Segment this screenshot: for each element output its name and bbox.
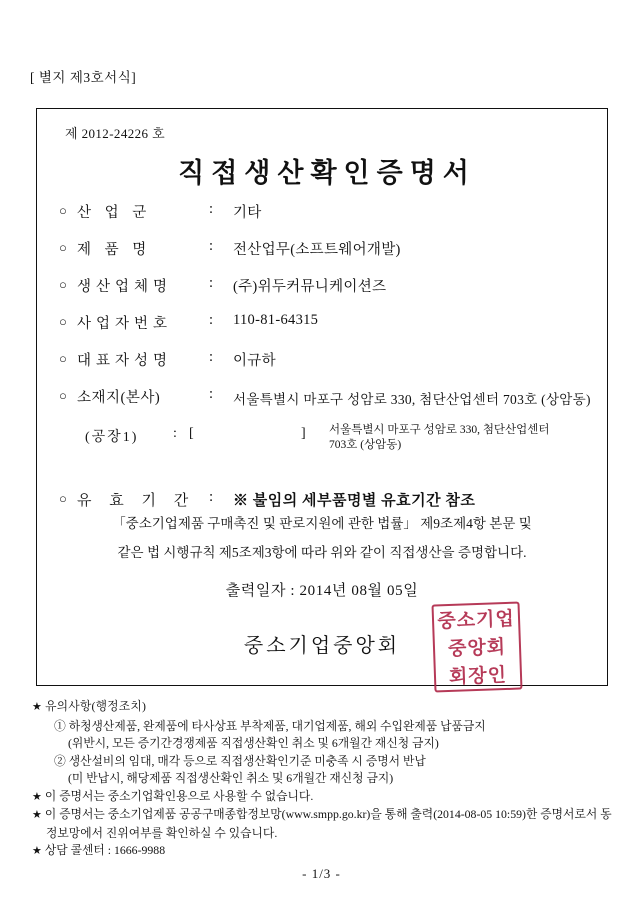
legal-line-2: 같은 법 시행규칙 제5조제3항에 따라 위와 같이 직접생산을 증명합니다. xyxy=(117,545,527,560)
issuer-name: 중소기업중앙회 xyxy=(243,635,401,657)
bullet-icon: ○ xyxy=(59,388,67,403)
field-row-representative xyxy=(37,349,607,386)
field-row-business-number xyxy=(37,312,607,349)
field-value-validity: ※ 불임의 세부품명별 유효기간 참조 xyxy=(233,493,476,509)
note-item-1-sub: (위반시, 모든 증기간경쟁제품 직접생산확인 취소 및 6개월간 재신청 금지) xyxy=(68,736,439,750)
star-icon: ★ xyxy=(32,701,43,713)
field-colon: : xyxy=(209,275,214,291)
bullet-icon: ○ xyxy=(59,314,67,329)
field-colon: : xyxy=(209,386,214,402)
bullet-icon: ○ xyxy=(59,203,67,218)
field-colon: : xyxy=(209,489,214,505)
legal-text xyxy=(37,509,607,567)
note-item-2: ② 생산설비의 임대, 매각 등으로 직접생산확인기준 미충족 시 증명서 반납 xyxy=(54,753,426,768)
field-label-address: 소재지(본사) xyxy=(77,390,161,406)
note-item-2-sub: (미 반납시, 해당제품 직접생산확인 취소 및 6개월간 재신청 금지) xyxy=(68,771,394,785)
field-row-product xyxy=(37,238,607,275)
seal-line-2: 중앙회 xyxy=(447,636,507,661)
field-colon: : xyxy=(209,238,214,254)
field-value-factory-address: 서울특별시 마포구 성암로 330, 첨단산업센터 703호 (상암동) xyxy=(329,424,550,451)
field-colon: : xyxy=(173,426,177,441)
official-seal-stamp xyxy=(431,601,522,692)
print-date: 출력일자 : 2014년 08월 05일 xyxy=(225,583,419,599)
field-value-business-number: 110-81-64315 xyxy=(233,312,319,328)
field-colon: : xyxy=(209,201,214,217)
note-heading-row xyxy=(32,698,612,717)
note-heading: 유의사항(행정조치) xyxy=(45,699,147,713)
note-item-1: ① 하청생산제품, 완제품에 타사상표 부착제품, 대기업제품, 해외 수입완제품 납품금지 xyxy=(54,718,486,733)
note-line-4-row xyxy=(32,806,612,842)
page-number: - 1/3 - xyxy=(302,866,341,881)
field-label-industry: 산 업 군 xyxy=(77,205,152,221)
field-label-company: 생산업체명 xyxy=(77,279,173,295)
field-value-company: (주)위두커뮤니케이션즈 xyxy=(233,279,387,295)
certificate-box xyxy=(36,108,608,686)
field-label-business-number: 사업자번호 xyxy=(77,316,173,332)
certificate-number: 제 2012-24226 호 xyxy=(65,126,166,141)
star-icon: ★ xyxy=(32,845,42,857)
certificate-title: 직접생산확인증명서 xyxy=(178,158,476,188)
field-colon: : xyxy=(209,312,214,328)
bullet-icon: ○ xyxy=(59,491,67,506)
field-label-validity: 유 효 기 간 xyxy=(77,493,196,509)
note-line-3: 이 증명서는 중소기업확인용으로 사용할 수 없습니다. xyxy=(44,788,314,803)
seal-line-1: 중소기업 xyxy=(437,608,516,633)
factory-bracket-right: ] xyxy=(301,426,306,441)
note-line-5: 상담 콜센터 : 1666-9988 xyxy=(44,843,166,857)
field-row-address xyxy=(37,386,607,423)
field-label-representative: 대표자성명 xyxy=(77,353,173,369)
star-icon: ★ xyxy=(32,809,42,821)
field-value-product: 전산업무(소프트웨어개발) xyxy=(233,242,401,258)
field-row-company xyxy=(37,275,607,312)
field-row-industry xyxy=(37,201,607,238)
note-line-5-row xyxy=(32,842,612,861)
note-line-3-row xyxy=(32,788,612,807)
notes-section xyxy=(32,698,612,861)
legal-line-1: 「중소기업제품 구매촉진 및 판로지원에 관한 법률」 제9조제4항 본문 및 xyxy=(112,516,532,531)
field-row-factory xyxy=(37,423,607,469)
bullet-icon: ○ xyxy=(59,240,67,255)
field-colon: : xyxy=(209,349,214,365)
seal-line-3: 회장인 xyxy=(448,664,508,688)
field-value-industry: 기타 xyxy=(233,205,262,221)
bullet-icon: ○ xyxy=(59,277,67,292)
certificate-fields xyxy=(37,201,607,523)
field-value-representative: 이규하 xyxy=(233,353,276,369)
factory-bracket-left: [ xyxy=(189,426,194,441)
field-label-factory: (공장1) xyxy=(85,430,139,445)
note-line-4: 이 증명서는 중소기업제품 공공구매종합정보망(www.smpp.go.kr)을 통해 출력(2014-08-05 10:59)한 증명서로서 동 정보망에서 진위여부를 확인하실 수 있습니다. xyxy=(44,807,612,840)
bullet-icon: ○ xyxy=(59,351,67,366)
form-tag: [ 별지 제3호서식] xyxy=(30,70,137,85)
field-label-product: 제 품 명 xyxy=(77,242,152,258)
field-value-address: 서울특별시 마포구 성암로 330, 첨단산업센터 703호 (상암동) xyxy=(233,392,591,407)
star-icon: ★ xyxy=(32,790,42,803)
